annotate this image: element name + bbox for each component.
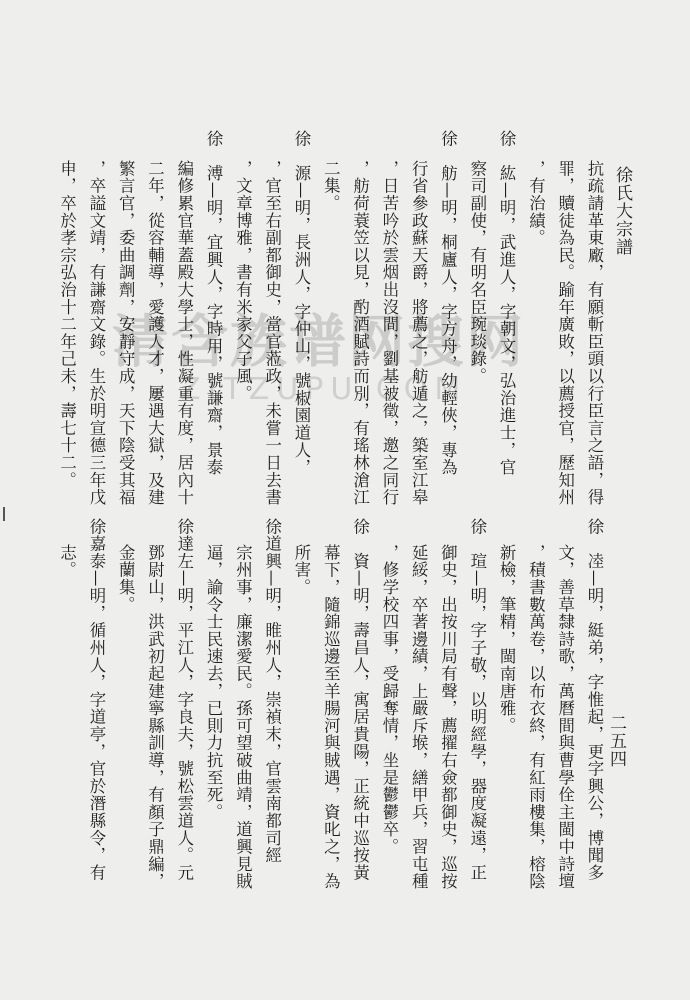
text-column: ，卒謚文靖，有謙齋文錄。生於明宣德三年戊 — [86, 160, 106, 506]
text-column: 鄧尉山，洪武初起建寧縣訓導，有顏子鼎編， — [145, 544, 165, 890]
text-column: ，修学校四事，受歸奪情，坐是鬱鬱卒。 — [379, 544, 399, 856]
text-column: 繁言官，委曲調劑，安靜守成，天下陰受其福 — [116, 160, 136, 506]
text-column: 申，卒於孝宗弘治十二年己未，壽七十二。 — [57, 160, 77, 489]
text-column: ，日苦吟於雲烟出沒間，劉基被徵，邀之同行 — [379, 160, 399, 506]
entry-heading-column: 徐 資—明，壽昌人，寓居貴陽，正統中巡按黃 — [350, 518, 370, 882]
text-column: 文，善草隸詩歌，萬曆間與曹學佺主閩中詩壇 — [555, 544, 575, 890]
text-column: 二年，從容輔導，愛護人才，屢遇大獄，及建 — [145, 160, 165, 506]
book-title: 徐氏大宗譜 — [612, 166, 632, 256]
text-column: 罪，贖徒為民。踰年廣敗，以薦授官，歷知州 — [555, 160, 575, 506]
watermark: 清含族谱网搜网 — [112, 309, 525, 375]
entry-heading-column: 徐 瑄—明，字子敬，以明經學，器度凝遠，正 — [467, 518, 487, 882]
text-column: 察司副使，有明名臣琬琰錄。 — [467, 160, 487, 385]
entry-heading-column: 徐達左—明，平江人，字良夫，號松雲道人。元 — [174, 518, 194, 882]
page-number: 二五四 — [606, 714, 626, 768]
entry-heading-column: 徐 溥—明，宜興人，字時用，號謙齋，景泰 — [204, 130, 224, 476]
text-column: 新檢，筆精，閩南唐雅。 — [497, 544, 517, 735]
text-column: ，官至右副都御史，當官蒞政，未嘗一日去書 — [262, 160, 282, 506]
text-column: 二集。 — [321, 160, 341, 212]
text-column: 抗疏請革東廠，有願斬臣頭以行臣言之語，得 — [585, 160, 604, 506]
text-column: 行省參政蘇天爵，將薦之，舫遁之，築室江皋 — [409, 160, 429, 506]
entry-heading-column: 徐 紘—明，武進人，字朝文，弘治進士，官 — [497, 130, 517, 476]
text-column: ，有治績。 — [526, 160, 546, 247]
margin-mark — [3, 507, 5, 521]
text-column: 宗州事，廉潔愛民。孫可望破曲靖，道興見賊 — [233, 544, 253, 890]
entry-heading-column: 徐 㓐—明，綎弟，字惟起，更字興公，博聞多 — [585, 518, 604, 882]
text-column: 編修累官華蓋殿大學士，性凝重有度，居內十 — [174, 160, 194, 506]
text-column: ，積書數萬卷，以布衣終，有紅雨樓集，榕陰 — [526, 544, 546, 890]
text-column: 金蘭集。 — [116, 544, 136, 614]
text-column: 御史，出按川局有聲，薦擢右僉都御史，巡按 — [438, 544, 458, 890]
text-column: ，文章博雅，書有米家父子風。 — [233, 160, 253, 403]
watermark-url: ZITZUPU.COM — [180, 372, 468, 407]
entry-heading-column: 徐嘉泰—明，循州人，字道亭，官於潛縣令，有 — [86, 518, 106, 882]
text-column: 逼，諭令士民速去，已則力抗至死。 — [204, 544, 224, 821]
text-column: 延綏，卒著邊績，上嚴斥堠，繕甲兵，習屯種 — [409, 544, 429, 890]
text-column: 志。 — [57, 544, 77, 579]
entry-heading-column: 徐 舫—明，桐廬人，字方舟，幼輕俠，專為 — [438, 130, 458, 476]
text-column: 所害。 — [292, 544, 311, 596]
text-column: 幕下，隨錦巡邊至羊腸河與賊遇，資叱之，為 — [321, 544, 341, 890]
entry-heading-column: 徐道興—明，睢州人，崇禎末，官雲南都司經 — [262, 518, 282, 864]
text-column: ，舫荷蓑笠以見，酌酒賦詩而別，有瑤林滄江 — [350, 160, 370, 506]
entry-heading-column: 徐 源—明，長洲人，字仲山，號椒園道人， — [292, 130, 311, 476]
